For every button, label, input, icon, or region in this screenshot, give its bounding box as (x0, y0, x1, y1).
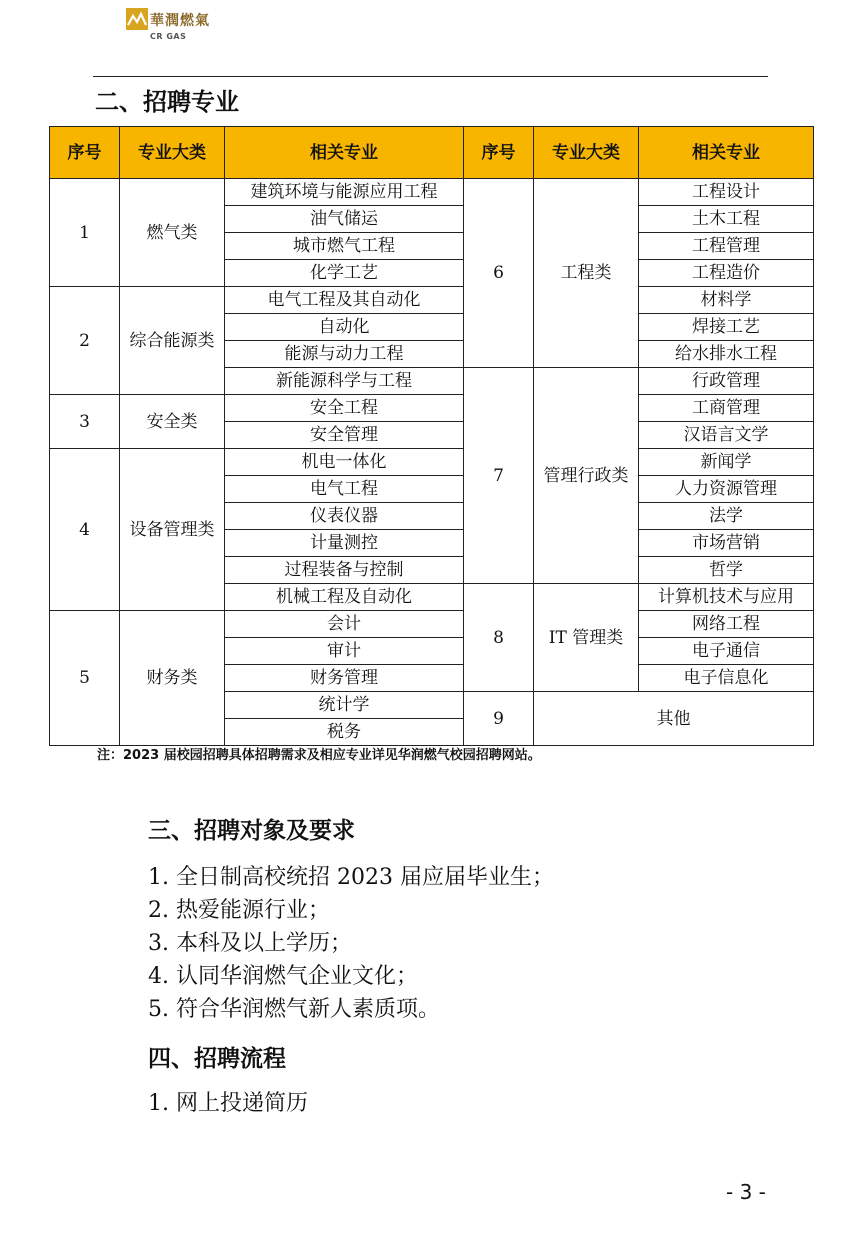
group-no: 1 (50, 179, 120, 287)
requirement-item: 3. 本科及以上学历； (148, 931, 352, 956)
group-category: 财务类 (120, 611, 225, 746)
major-cell: 人力资源管理 (639, 476, 814, 503)
requirement-item: 4. 认同华润燃气企业文化； (148, 964, 418, 989)
major-cell: 电气工程 (225, 476, 464, 503)
section-3-title: 三、招聘对象及要求 (148, 817, 355, 844)
group-category: 工程类 (534, 179, 639, 368)
section-4-title: 四、招聘流程 (148, 1045, 286, 1072)
group-category: 综合能源类 (120, 287, 225, 395)
major-cell: 材料学 (639, 287, 814, 314)
table-row (50, 449, 814, 476)
header-divider (93, 76, 768, 77)
major-cell: 新闻学 (639, 449, 814, 476)
header-no-left: 序号 (50, 127, 120, 179)
logo-chinese-name: 華潤燃氣 (150, 13, 210, 29)
major-cell: 电子信息化 (639, 665, 814, 692)
major-cell: 审计 (225, 638, 464, 665)
major-cell: 土木工程 (639, 206, 814, 233)
major-cell: 计算机技术与应用 (639, 584, 814, 611)
process-step: 1. 网上投递简历 (148, 1091, 308, 1116)
major-cell: 计量测控 (225, 530, 464, 557)
group-no: 7 (464, 368, 534, 584)
major-cell: 电子通信 (639, 638, 814, 665)
major-cell: 油气储运 (225, 206, 464, 233)
logo-english-name: CR GAS (150, 32, 187, 41)
major-cell: 给水排水工程 (639, 341, 814, 368)
header-category-left: 专业大类 (120, 127, 225, 179)
major-cell: 汉语言文学 (639, 422, 814, 449)
recruitment-note: 注：2023 届校园招聘具体招聘需求及相应专业详见华润燃气校园招聘网站。 (97, 748, 541, 763)
header-majors-right: 相关专业 (639, 127, 814, 179)
section-2-title: 二、招聘专业 (95, 88, 239, 116)
major-cell: 安全工程 (225, 395, 464, 422)
major-cell: 自动化 (225, 314, 464, 341)
major-cell: 哲学 (639, 557, 814, 584)
group-no: 4 (50, 449, 120, 611)
major-cell: 行政管理 (639, 368, 814, 395)
requirement-item: 5. 符合华润燃气新人素质项。 (148, 997, 440, 1022)
major-cell: 新能源科学与工程 (225, 368, 464, 395)
header-category-right: 专业大类 (534, 127, 639, 179)
major-cell: 法学 (639, 503, 814, 530)
cr-gas-logo-icon (126, 8, 148, 30)
requirement-item: 2. 热爱能源行业； (148, 898, 330, 923)
group-category: 管理行政类 (534, 368, 639, 584)
major-cell: 工商管理 (639, 395, 814, 422)
major-cell: 建筑环境与能源应用工程 (225, 179, 464, 206)
major-cell: 城市燃气工程 (225, 233, 464, 260)
group-no: 8 (464, 584, 534, 692)
header-majors-left: 相关专业 (225, 127, 464, 179)
major-cell: 工程造价 (639, 260, 814, 287)
group-category: 设备管理类 (120, 449, 225, 611)
major-cell: 会计 (225, 611, 464, 638)
group-category: 燃气类 (120, 179, 225, 287)
group-no: 2 (50, 287, 120, 395)
major-cell: 税务 (225, 719, 464, 746)
group-no: 5 (50, 611, 120, 746)
table-row (50, 287, 814, 314)
major-cell: 机械工程及自动化 (225, 584, 464, 611)
major-cell: 安全管理 (225, 422, 464, 449)
group-no: 3 (50, 395, 120, 449)
major-cell: 能源与动力工程 (225, 341, 464, 368)
group-no: 6 (464, 179, 534, 368)
majors-table (49, 126, 814, 746)
group-category: IT 管理类 (534, 584, 639, 692)
major-cell: 财务管理 (225, 665, 464, 692)
group-category: 安全类 (120, 395, 225, 449)
major-cell: 过程装备与控制 (225, 557, 464, 584)
requirement-item: 1. 全日制高校统招 2023 届应届毕业生； (148, 865, 554, 890)
table-row (50, 395, 814, 422)
major-cell: 工程设计 (639, 179, 814, 206)
company-logo (124, 6, 214, 46)
major-cell: 网络工程 (639, 611, 814, 638)
group-category: 其他 (534, 692, 814, 746)
major-cell: 电气工程及其自动化 (225, 287, 464, 314)
major-cell: 化学工艺 (225, 260, 464, 287)
table-row (50, 611, 814, 638)
major-cell: 统计学 (225, 692, 464, 719)
table-row (50, 179, 814, 206)
major-cell: 工程管理 (639, 233, 814, 260)
major-cell: 机电一体化 (225, 449, 464, 476)
header-no-right: 序号 (464, 127, 534, 179)
major-cell: 市场营销 (639, 530, 814, 557)
table-header-row (50, 127, 814, 179)
major-cell: 焊接工艺 (639, 314, 814, 341)
group-no: 9 (464, 692, 534, 746)
major-cell: 仪表仪器 (225, 503, 464, 530)
page-number: - 3 - (726, 1180, 766, 1204)
